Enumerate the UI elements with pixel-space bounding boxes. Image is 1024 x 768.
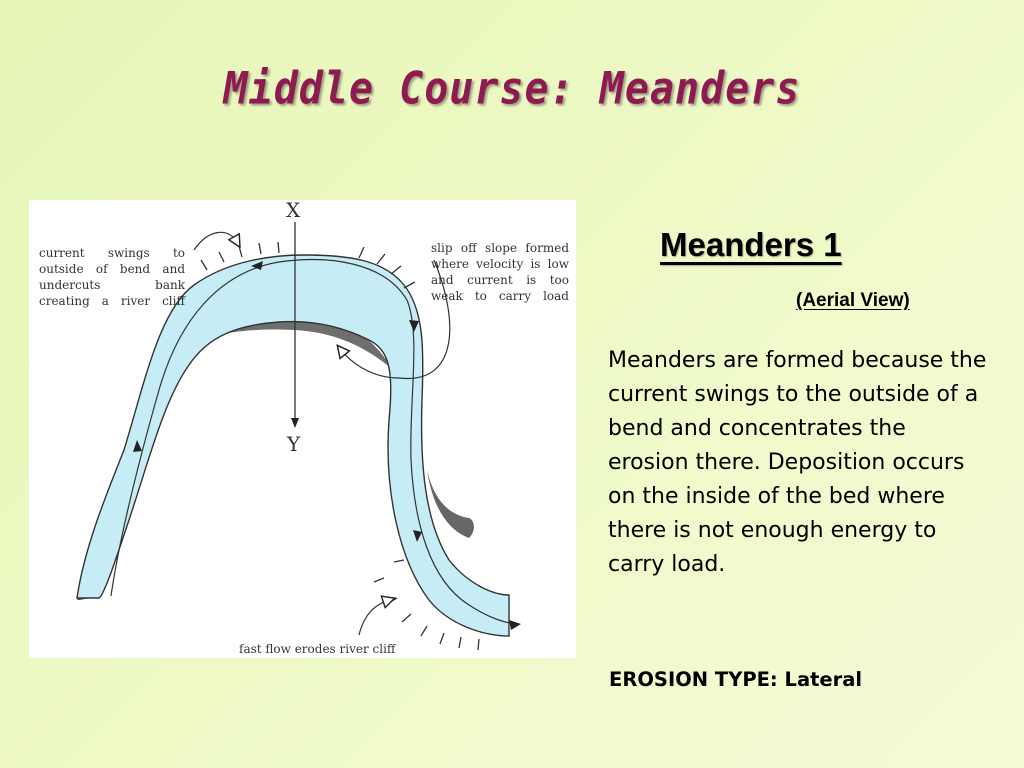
axis-y-label: Y — [287, 432, 301, 456]
erosion-type: EROSION TYPE: Lateral — [609, 668, 863, 691]
label-fast-flow: fast flow erodes river cliff — [239, 642, 396, 656]
body-paragraph: Meanders are formed because the current swings to the outside of a bend and concentrates the erosion there. Deposition occurs on the inside of the bed where there is not enough energy to carry load. — [608, 348, 987, 577]
axis-x-label: X — [286, 198, 301, 222]
view-label: (Aerial View) — [796, 290, 910, 311]
label-outer-bend: current swings to outside of bend and undercuts bank creating a river cliff — [39, 246, 185, 308]
meander-diagram — [29, 200, 576, 658]
section-subtitle: Meanders 1 — [660, 226, 842, 263]
slide-title: Middle Course: Meanders — [223, 63, 801, 115]
arrow-outer-bend — [194, 232, 237, 250]
label-slip-off-slope: slip off slope formed where velocity is low and current is too weak to carry load — [431, 241, 569, 303]
arrow-fast-flow — [359, 600, 389, 635]
